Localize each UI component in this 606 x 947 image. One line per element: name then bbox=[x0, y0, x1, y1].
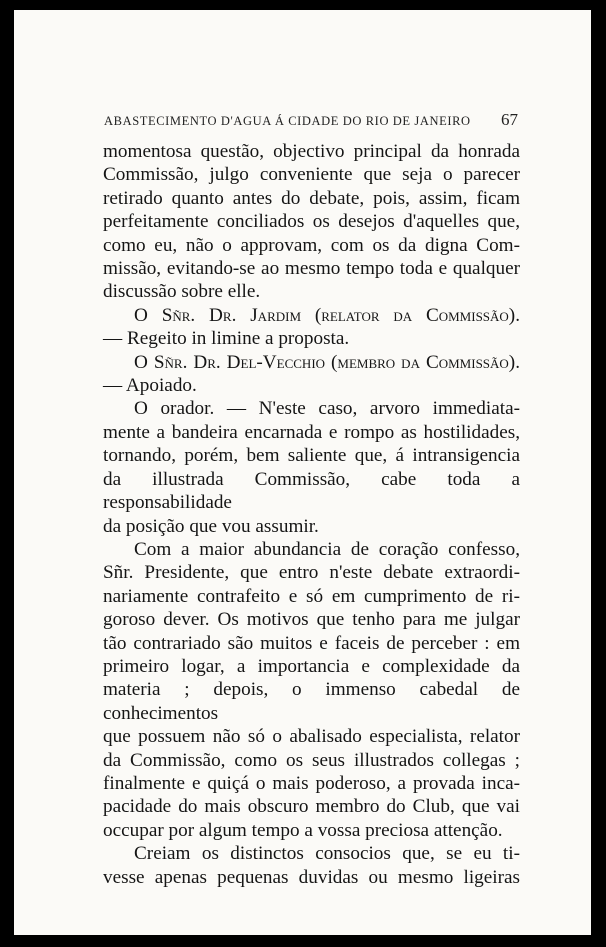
body-text bbox=[103, 140, 520, 889]
page-header bbox=[104, 110, 518, 130]
text-line: Sñr. Presidente, que entro n'este debate extraordi- bbox=[103, 562, 520, 584]
paragraph-first-line: Creiam os distinctos consocios que, se eu ti- bbox=[134, 843, 520, 865]
text-line: — Regeito in limine a proposta. bbox=[103, 328, 350, 350]
text-line: perfeitamente conciliados os desejos d'aquelles que, bbox=[103, 211, 520, 233]
text-line: tão contrariado são muitos e faceis de perceber : em bbox=[103, 632, 520, 654]
speaker-orador: O orador. — N'este caso, arvoro immediata- bbox=[134, 398, 520, 420]
text-line: missão, evitando-se ao mesmo tempo toda e qualquer bbox=[103, 258, 520, 280]
paragraph-first-line: Com a maior abundancia de coração confesso, bbox=[134, 538, 520, 560]
text-line: — Apoiado. bbox=[103, 375, 197, 397]
text-line: mente a bandeira encarnada e rompo as hostilidades, bbox=[103, 421, 520, 443]
speaker-line bbox=[103, 351, 520, 374]
text-line: que possuem não só o abalisado especialista, relator bbox=[103, 726, 520, 748]
speaker-line bbox=[103, 397, 520, 420]
speaker-jardim: O Sñr. Dr. Jardim (relator da Commissão). bbox=[134, 304, 520, 326]
text-line: como eu, não o approvam, com os da digna Com- bbox=[103, 234, 520, 256]
text-line: momentosa questão, objectivo principal da honrada bbox=[103, 141, 520, 162]
text-line: retirado quanto antes do debate, pois, assim, ficam bbox=[103, 187, 520, 209]
text-line: occupar por algum tempo a vossa preciosa attenção. bbox=[103, 819, 503, 841]
text-line: discussão sobre elle. bbox=[103, 281, 261, 303]
text-line: Commissão, julgo conveniente que seja o parecer bbox=[103, 164, 520, 186]
text-line: materia ; depois, o immenso cabedal de conhecimentos bbox=[103, 679, 520, 724]
text-line: da illustrada Commissão, cabe toda a responsabilidade bbox=[103, 468, 520, 514]
speaker-line bbox=[103, 304, 520, 327]
speaker-del-vecchio: O Sñr. Dr. Del-Vecchio (membro da Commissão). bbox=[134, 351, 520, 373]
text-line: vesse apenas pequenas duvidas ou mesmo ligeiras bbox=[103, 866, 520, 888]
text-line: pacidade do mais obscuro membro do Club, que vai bbox=[103, 796, 520, 818]
text-line: tornando, porém, bem saliente que, á intransigencia bbox=[103, 445, 520, 467]
running-title: ABASTECIMENTO D'AGUA Á CIDADE DO RIO DE JANEIRO bbox=[104, 114, 471, 128]
text-line: primeiro logar, a importancia e complexidade da bbox=[103, 655, 520, 677]
text-line: nariamente contrafeito e só em cumprimento de ri- bbox=[103, 585, 520, 607]
text-line: da Commissão, como os seus illustrados collegas ; bbox=[103, 749, 520, 771]
text-line: goroso dever. Os motivos que tenho para me julgar bbox=[103, 609, 520, 631]
text-line: da posição que vou assumir. bbox=[103, 515, 319, 537]
text-line: finalmente e quiçá o mais poderoso, a provada inca- bbox=[103, 772, 520, 794]
page-number: 67 bbox=[501, 110, 518, 129]
